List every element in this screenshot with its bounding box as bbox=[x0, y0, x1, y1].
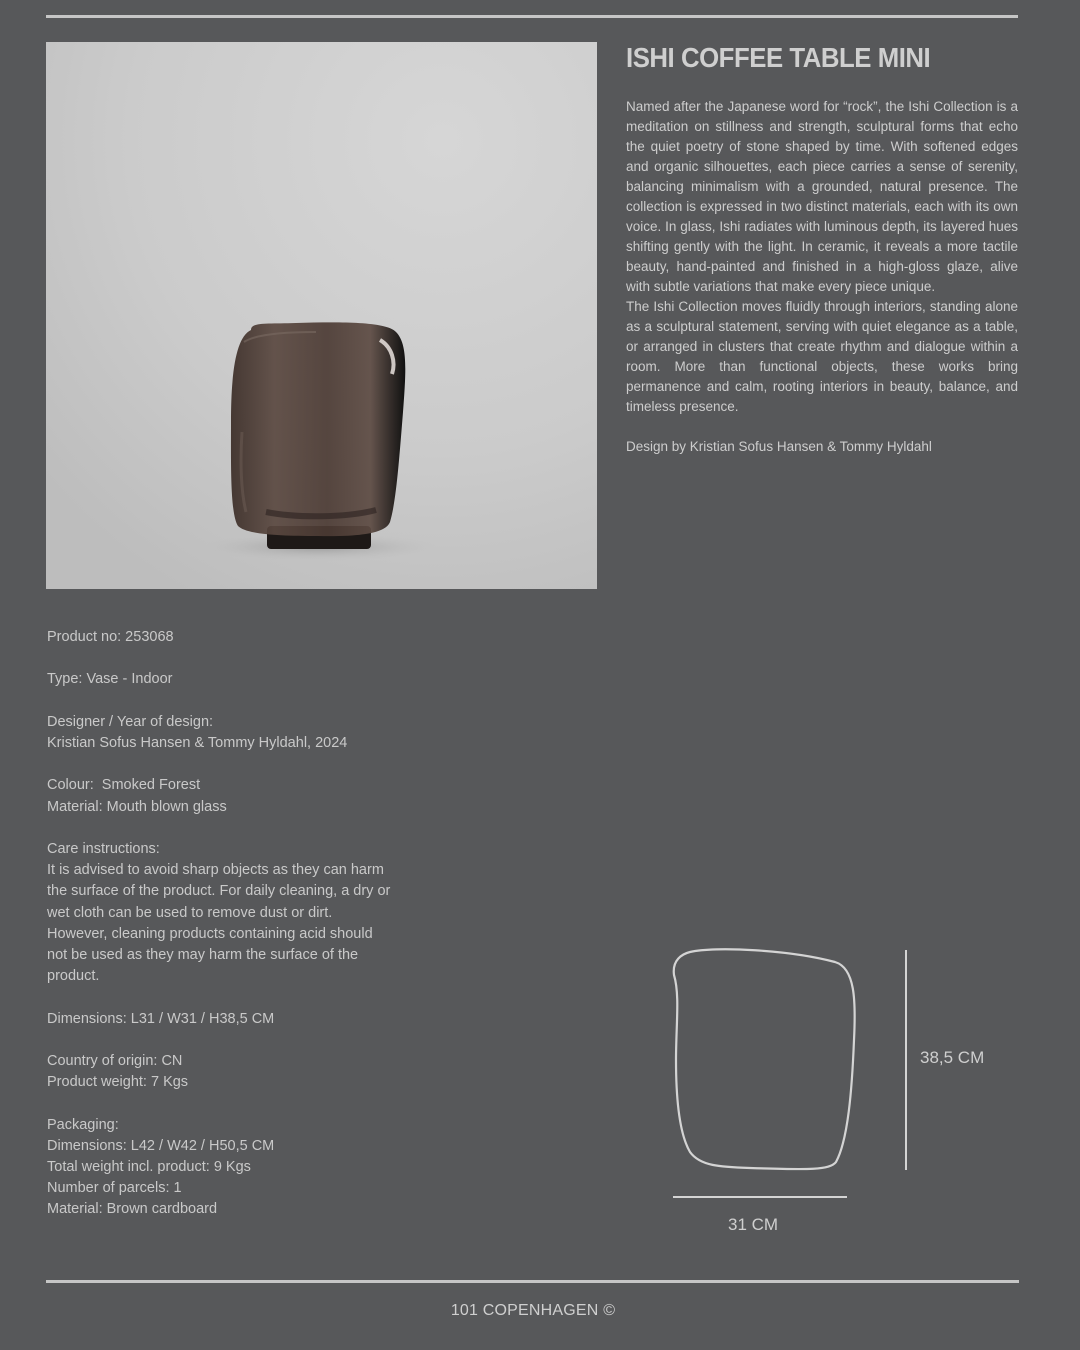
height-label: 38,5 CM bbox=[920, 1048, 985, 1067]
width-label: 31 CM bbox=[728, 1215, 779, 1234]
product-specs bbox=[47, 627, 397, 1221]
bottom-divider bbox=[46, 1280, 1019, 1283]
packaging-parcels: Number of parcels: 1 bbox=[47, 1180, 182, 1197]
design-credit: Design by Kristian Sofus Hansen & Tommy Hyldahl bbox=[626, 439, 932, 454]
product-number: Product no: 253068 bbox=[47, 629, 174, 645]
packaging-total-weight: Total weight incl. product: 9 Kgs bbox=[47, 1158, 251, 1175]
care-text: It is advised to avoid sharp objects as they can harm the surface of the product. For daily cleaning, a dry or wet cloth can be used to remove dust or dirt. However, cleaning products containing acid should not be used as they may harm the surface of the product. bbox=[47, 862, 391, 985]
product-weight: Product weight: 7 Kgs bbox=[47, 1074, 189, 1091]
description-paragraph: Named after the Japanese word for “rock”, the Ishi Collection is a meditation on stillness and strength, sculptural forms that echo the quiet poetry of stone shaped by time. With softened edges and organic silhouettes, each piece carries a sense of serenity, balancing minimalism with a grounded, natural presence. The collection is expressed in two distinct materials, each with its own voice. In glass, Ishi radiates with luminous depth, its layered hues shifting gently with the light. In ceramic, it reveals a more tactile beauty, hand-painted and finished in a high-gloss glaze, alive with subtle variations that make every piece unique. bbox=[626, 99, 1018, 294]
top-divider bbox=[46, 15, 1018, 18]
care-label: Care instructions: bbox=[47, 840, 160, 857]
product-description bbox=[626, 97, 1018, 417]
product-title: ISHI COFFEE TABLE MINI bbox=[626, 42, 931, 73]
product-type: Type: Vase - Indoor bbox=[47, 671, 173, 688]
packaging-material: Material: Brown cardboard bbox=[47, 1201, 218, 1218]
packaging-label: Packaging: bbox=[47, 1116, 119, 1133]
footer-brand: 101 COPENHAGEN © bbox=[450, 1302, 616, 1319]
material: Material: Mouth blown glass bbox=[47, 798, 227, 815]
description-paragraph: The Ishi Collection moves fluidly through interiors, standing alone as a sculptural statement, serving with quiet elegance as a table, or arranged in clusters that create rhythm and dialogue within a room. More than functional objects, these works bring permanence and calm, rooting interiors in beauty, balance, and timeless presence. bbox=[626, 299, 1018, 414]
designer-label: Designer / Year of design: bbox=[47, 713, 214, 730]
product-photo bbox=[46, 42, 597, 589]
outline-shape bbox=[674, 949, 855, 1169]
colour: Colour: Smoked Forest bbox=[47, 777, 201, 794]
designer-value: Kristian Sofus Hansen & Tommy Hyldahl, 2024 bbox=[47, 734, 348, 751]
country-of-origin: Country of origin: CN bbox=[47, 1052, 183, 1069]
dimensions: Dimensions: L31 / W31 / H38,5 CM bbox=[47, 1010, 275, 1027]
packaging-dimensions: Dimensions: L42 / W42 / H50,5 CM bbox=[47, 1137, 275, 1154]
dimension-diagram bbox=[640, 930, 1020, 1250]
